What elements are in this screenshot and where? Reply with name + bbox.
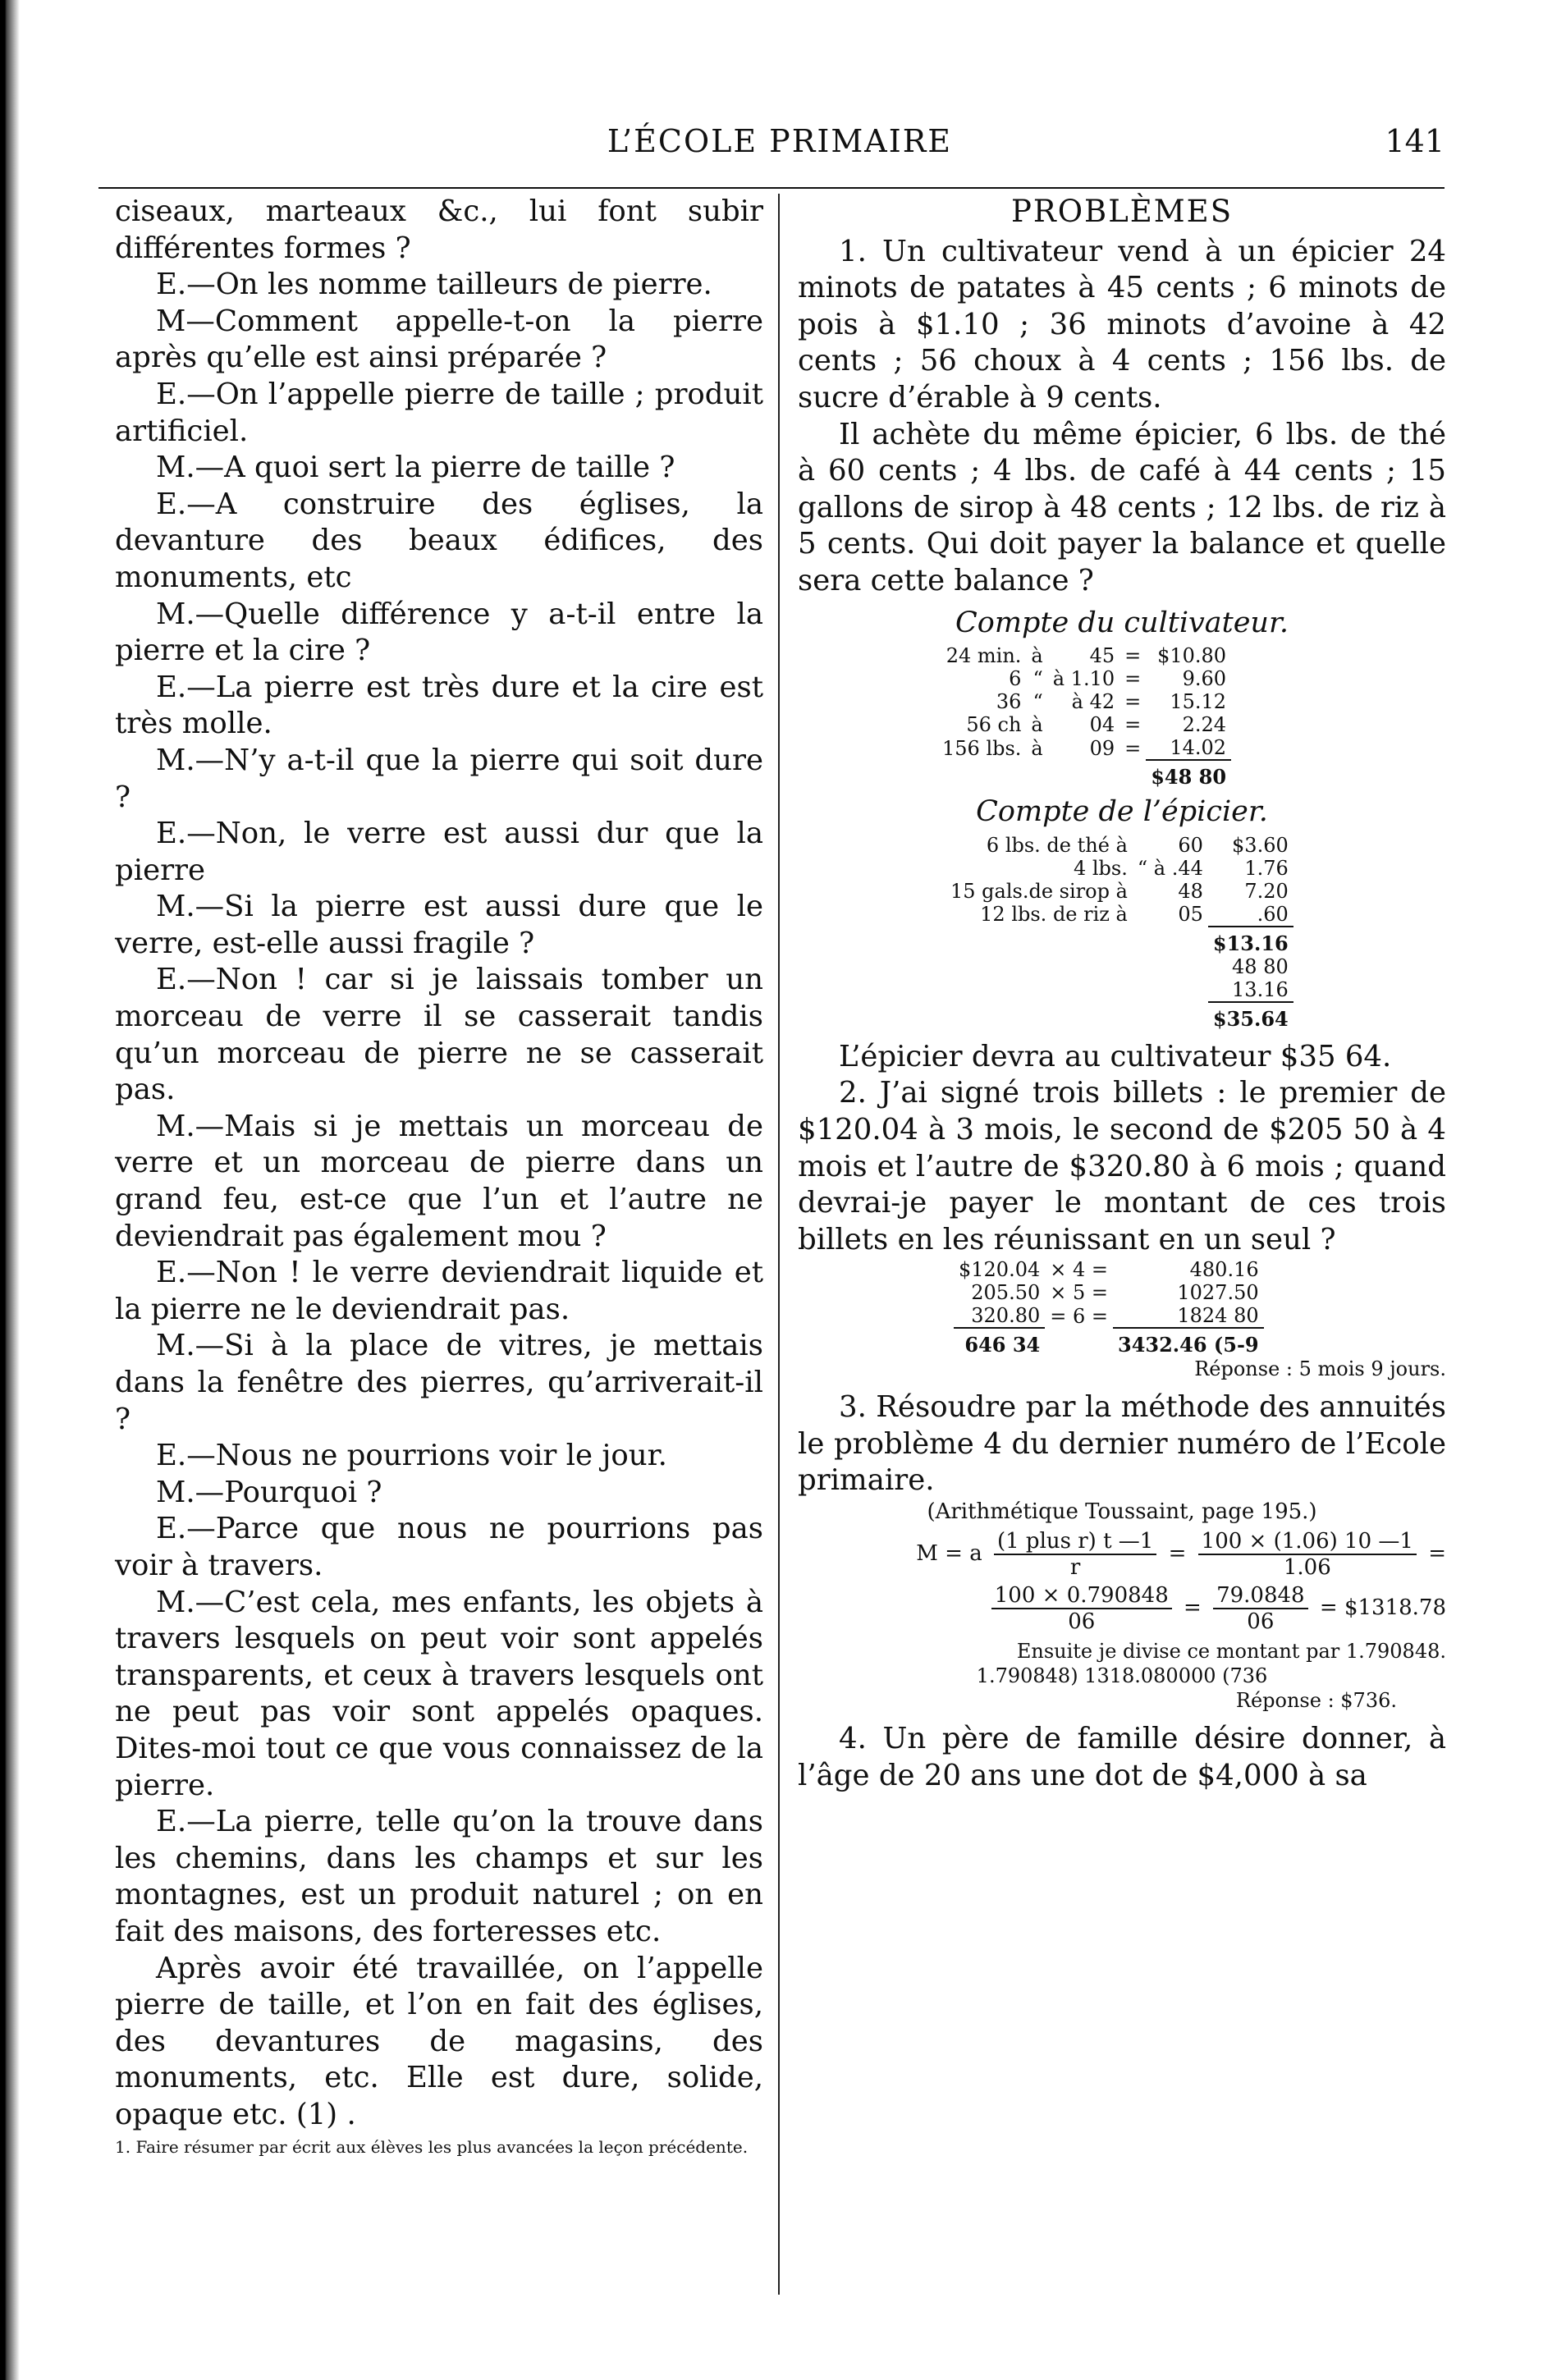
table-cell: 14.02 (1170, 736, 1227, 760)
table-cell: à (1031, 736, 1043, 760)
table-cell: 05 (1178, 903, 1203, 927)
table-cell: 2.24 (1182, 713, 1227, 737)
table-row (937, 667, 1231, 690)
equals-sign: = (1184, 1595, 1202, 1621)
paragraph: E.—On les nomme tailleurs de pierre. (156, 268, 712, 302)
account-table (937, 644, 1231, 789)
table-cell: 1027.50 (1177, 1281, 1259, 1305)
fraction (1213, 1583, 1308, 1634)
table-cell: à 42 (1071, 690, 1115, 714)
table-cell: 4 lbs. (1073, 856, 1128, 880)
formula-reference: (Arithmétique Toussaint, page 195.) (927, 1499, 1317, 1525)
paragraph: Après avoir été travaillée, on l’appelle pierre de taille, et l’on en fait des églises, des devantures de magasins, des monuments, etc. Elle est dure, solide, opaque etc. (1) . (115, 1951, 763, 2131)
calc-total: 3432.46 (5-9 (1113, 1328, 1264, 1357)
table-cell: × 4 = (1050, 1258, 1108, 1282)
table-row (954, 1328, 1264, 1357)
division-line: 1.790848) 1318.080000 (736 (976, 1664, 1268, 1688)
formula-line (872, 1583, 1446, 1634)
table-cell: 9.60 (1182, 667, 1227, 691)
table-cell: 36 (996, 690, 1022, 714)
table-cell: 12 lbs. de riz à (980, 903, 1128, 927)
table-cell: = (1124, 736, 1142, 760)
formula-note: Ensuite je divise ce montant par 1.790848. (1016, 1640, 1446, 1664)
paragraph: E.—Parce que nous ne pourrions pas voir à travers. (115, 1512, 763, 1582)
numerator: 79.0848 (1213, 1583, 1308, 1609)
formula-lhs: M = a (916, 1541, 982, 1567)
table-row (945, 903, 1293, 927)
table-cell: 1824 80 (1177, 1304, 1259, 1328)
left-column (115, 194, 763, 2156)
table-row (945, 880, 1293, 903)
table-row (954, 1304, 1264, 1328)
paragraph: E.—A construire des églises, la devanture des beaux édifices, des monuments, etc (115, 487, 763, 594)
paragraph: M.—Quelle différence y a-t-il entre la pierre et la cire ? (115, 597, 763, 668)
table-cell: × 5 = (1050, 1281, 1108, 1305)
table-cell: 09 (1089, 736, 1115, 760)
table-cell: 48 (1178, 879, 1203, 903)
paragraph: E.—La pierre est très dure et la cire est très molle. (115, 670, 763, 741)
table-cell: = (1124, 644, 1142, 668)
table-row (954, 1281, 1264, 1304)
denominator: 1.06 (1283, 1555, 1331, 1581)
account-title: Compte de l’épicier. (976, 795, 1268, 829)
fraction (991, 1583, 1172, 1634)
page-number: 141 (1385, 123, 1445, 159)
table-cell: = (1124, 690, 1142, 714)
table-cell: = (1124, 667, 1142, 691)
problem-4-text: 4. Un père de famille désire donner, à l’âge de 20 ans une dot de $4,000 à sa (798, 1722, 1446, 1792)
paragraph: M.—Pourquoi ? (156, 1475, 382, 1509)
calc-line: 48 80 (1232, 954, 1289, 978)
account-table (945, 834, 1293, 1031)
denominator: 06 (1068, 1609, 1096, 1635)
footnote: 1. Faire résumer par écrit aux élèves les plus avancées la leçon précédente. (115, 2137, 749, 2158)
page-header (115, 123, 1445, 172)
table-cell: à (1031, 713, 1043, 737)
table-cell: 7.20 (1244, 879, 1289, 903)
numerator: 100 × 0.790848 (991, 1583, 1172, 1609)
table-cell: à (1031, 644, 1043, 668)
column-divider (778, 194, 780, 2295)
table-cell: “ (1032, 667, 1043, 691)
problem-1-text-continued: Il achète du même épicier, 6 lbs. de thé à 60 cents ; 4 lbs. de café à 44 cents ; 15 gallons de sirop à 48 cents ; 12 lbs. de riz à 5 cents. Qui doit payer la balance et quelle sera cette balance ? (798, 417, 1446, 597)
paragraph: E.—La pierre, telle qu’on la trouve dans les chemins, dans les champs et sur les montagnes, est un produit naturel ; on en fait des maisons, des forteresses etc. (115, 1805, 763, 1948)
table-cell: 15.12 (1170, 690, 1227, 714)
paragraph: E.—Non ! le verre deviendrait liquide et la pierre ne le deviendrait pas. (115, 1256, 763, 1326)
table-cell: .60 (1257, 902, 1289, 926)
paragraph: M.—A quoi sert la pierre de taille ? (156, 451, 675, 485)
running-title: L’ÉCOLE PRIMAIRE (607, 123, 953, 159)
account-title: Compte du cultivateur. (955, 606, 1289, 639)
table-cell: 24 min. (945, 644, 1022, 668)
table-cell: 480.16 (1189, 1258, 1259, 1282)
paragraph: M.—C’est cela, mes enfants, les objets à travers lesquels on peut voir sont appelés transparents, et ceux à travers lesquels ont ne peut pas voir sont appelés opaques. Dites-moi tout ce que vous connaissez de la pierre. (115, 1585, 763, 1802)
table-row (937, 644, 1231, 667)
answer-line: Réponse : $736. (1235, 1689, 1397, 1713)
table-row (954, 1258, 1264, 1281)
equals-sign: = (1319, 1595, 1338, 1621)
paragraph: E.—Nous ne pourrions voir le jour. (156, 1439, 667, 1473)
paragraph: E.—Non, le verre est aussi dur que la pierre (115, 817, 763, 887)
table-cell: à 1.10 (1052, 667, 1115, 691)
table-cell: 1.76 (1244, 856, 1289, 880)
table-cell: 320.80 (971, 1304, 1041, 1328)
formula-result: $1318.78 (1344, 1595, 1446, 1621)
table-cell: 45 (1089, 644, 1115, 668)
table-row (945, 927, 1293, 955)
problem-2-text: 2. J’ai signé trois billets : le premier de $120.04 à 3 mois, le second de $205 50 à 4 mois et l’autre de $320.80 à 6 mois ; quand devrai-je payer le montant de ces trois billets en les réunissant en un seul ? (798, 1076, 1446, 1256)
paragraph: M.—Si à la place de vitres, je mettais dans la fenêtre des pierres, qu’arriverait-il ? (115, 1329, 763, 1436)
problem-1-text: 1. Un cultivateur vend à un épicier 24 minots de patates à 45 cents ; 6 minots de pois à $1.10 ; 36 minots d’avoine à 42 cents ; 56 choux à 4 cents ; 156 lbs. de sucre d’érable à 9 cents. (798, 234, 1446, 414)
paragraph: M.—Si la pierre est aussi dure que le verre, est-elle aussi fragile ? (115, 890, 763, 960)
table-row (937, 736, 1231, 760)
paragraph: E.—Non ! car si je laissais tomber un morceau de verre il se casserait tandis qu’un morceau de pierre ne se casserait pas. (115, 963, 763, 1107)
table-cell: 56 ch (966, 713, 1022, 737)
table-cell: 6 (1009, 667, 1022, 691)
table-row (937, 690, 1231, 713)
paragraph: E.—On l’appelle pierre de taille ; produit artificiel. (115, 377, 763, 448)
table-row (945, 978, 1293, 1002)
equals-sign: = (1168, 1541, 1187, 1567)
table-cell: 60 (1178, 833, 1203, 857)
table-cell: 15 gals.de sirop à (950, 879, 1128, 903)
right-column (798, 194, 1446, 1794)
table-cell: $3.60 (1232, 833, 1289, 857)
numerator: (1 plus r) t —1 (994, 1529, 1156, 1555)
result-line: L’épicier devra au cultivateur $35 64. (839, 1039, 1392, 1073)
paragraph: ciseaux, marteaux &c., lui font subir différentes formes ? (115, 195, 763, 265)
table-row (945, 834, 1293, 857)
fraction (994, 1529, 1156, 1580)
table-cell: “ (1032, 690, 1043, 714)
formula-block (798, 1499, 1446, 1713)
answer-line: Réponse : 5 mois 9 jours. (1194, 1357, 1446, 1381)
calc-table (954, 1258, 1264, 1357)
paragraph: M.—Mais si je mettais un morceau de verre et un morceau de pierre dans un grand feu, est-ce que l’un et l’autre ne deviendrait pas également mou ? (115, 1109, 763, 1253)
fraction (1198, 1529, 1417, 1580)
account-total: $48 80 (1146, 760, 1231, 789)
denominator: 06 (1247, 1609, 1275, 1635)
equals-sign: = (1428, 1541, 1446, 1567)
table-cell: 04 (1089, 713, 1115, 737)
table-row (937, 760, 1231, 789)
numerator: 100 × (1.06) 10 —1 (1198, 1529, 1417, 1555)
table-row (945, 955, 1293, 978)
table-cell: $10.80 (1157, 644, 1227, 668)
calc-line: 13.16 (1232, 977, 1289, 1001)
account-total: $13.16 (1208, 927, 1293, 955)
table-cell: = (1124, 713, 1142, 737)
balance-total: $35.64 (1208, 1002, 1293, 1031)
table-row (945, 857, 1293, 880)
problem-3-text: 3. Résoudre par la méthode des annuités le problème 4 du dernier numéro de l’Ecole primaire. (798, 1390, 1446, 1498)
denominator: r (1069, 1555, 1081, 1581)
formula-line (814, 1529, 1446, 1580)
section-heading: PROBLÈMES (1010, 194, 1234, 229)
table-cell: 156 lbs. (942, 736, 1022, 760)
calc-total: 646 34 (954, 1328, 1045, 1357)
table-cell: 6 lbs. de thé à (986, 833, 1128, 857)
page-binding-edge (0, 0, 20, 2380)
table-cell: 205.50 (971, 1281, 1041, 1305)
table-cell: = 6 = (1050, 1304, 1108, 1328)
table-cell: “ à .44 (1137, 856, 1203, 880)
paragraph: M.—N’y a-t-il que la pierre qui soit dure ? (115, 743, 763, 814)
table-cell: $120.04 (959, 1258, 1041, 1282)
table-row (945, 1002, 1293, 1031)
header-rule (98, 187, 1445, 189)
paragraph: M—Comment appelle-t-on la pierre après qu’elle est ainsi préparée ? (115, 304, 763, 375)
table-row (937, 713, 1231, 736)
